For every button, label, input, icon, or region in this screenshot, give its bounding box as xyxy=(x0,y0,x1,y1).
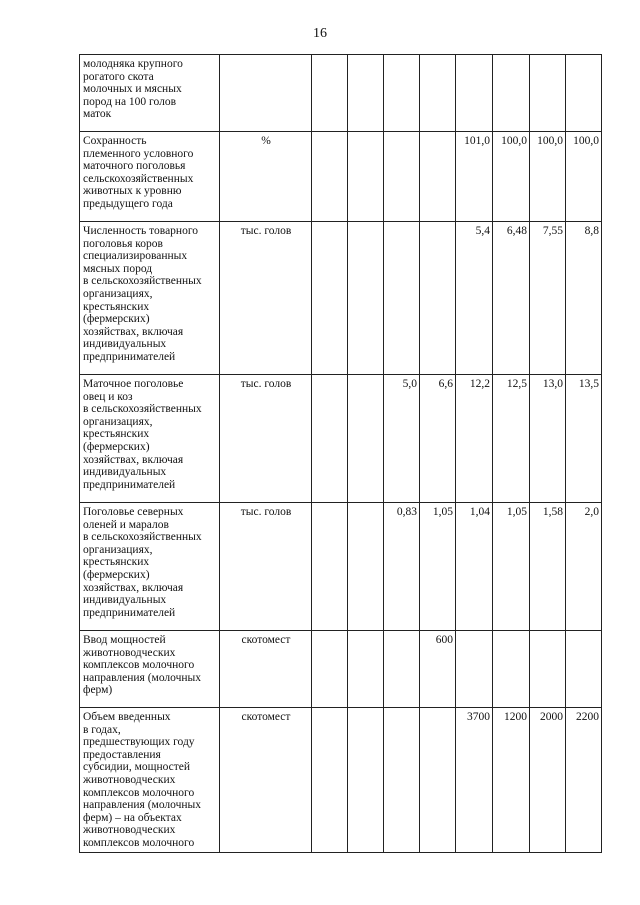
value-cell: 100,0 xyxy=(530,132,566,222)
value-cell xyxy=(312,503,348,631)
value-cell xyxy=(566,631,602,708)
unit-cell: тыс. голов xyxy=(220,375,312,503)
value-cell xyxy=(348,132,384,222)
indicator-name: Сохранность племенного условного маточного поголовья сельскохозяйственных животных к уровню предыдущего года xyxy=(80,132,220,222)
table-row xyxy=(80,708,602,853)
value-cell: 600 xyxy=(420,631,456,708)
value-cell: 2000 xyxy=(530,708,566,853)
value-cell: 12,5 xyxy=(493,375,530,503)
value-cell: 1200 xyxy=(493,708,530,853)
value-cell: 13,0 xyxy=(530,375,566,503)
value-cell: 6,48 xyxy=(493,222,530,375)
value-cell xyxy=(384,708,420,853)
value-cell xyxy=(530,55,566,132)
unit-cell: тыс. голов xyxy=(220,222,312,375)
value-cell: 1,58 xyxy=(530,503,566,631)
value-cell: 6,6 xyxy=(420,375,456,503)
value-cell: 1,05 xyxy=(493,503,530,631)
value-cell xyxy=(493,55,530,132)
value-cell xyxy=(348,631,384,708)
value-cell xyxy=(566,55,602,132)
value-cell: 0,83 xyxy=(384,503,420,631)
unit-cell: тыс. голов xyxy=(220,503,312,631)
value-cell: 3700 xyxy=(456,708,493,853)
value-cell: 5,0 xyxy=(384,375,420,503)
value-cell xyxy=(312,631,348,708)
value-cell xyxy=(420,132,456,222)
value-cell: 101,0 xyxy=(456,132,493,222)
indicator-name: Объем введенных в годах, предшествующих году предоставления субсидии, мощностей животноводческих комплексов молочного направления (молочных ферм) – на объектах животноводческих комплексов молочного xyxy=(80,708,220,853)
value-cell: 2200 xyxy=(566,708,602,853)
table-row xyxy=(80,631,602,708)
value-cell: 1,05 xyxy=(420,503,456,631)
value-cell xyxy=(530,631,566,708)
indicator-name: молодняка крупного рогатого скота молочных и мясных пород на 100 голов маток xyxy=(80,55,220,132)
value-cell: 13,5 xyxy=(566,375,602,503)
value-cell: 100,0 xyxy=(493,132,530,222)
value-cell xyxy=(312,708,348,853)
value-cell xyxy=(348,375,384,503)
value-cell xyxy=(312,222,348,375)
value-cell xyxy=(420,55,456,132)
value-cell xyxy=(493,631,530,708)
indicator-name: Поголовье северных оленей и маралов в сельскохозяйственных организациях, крестьянских (фермерских) хозяйствах, включая индивидуальных предпринимателей xyxy=(80,503,220,631)
value-cell xyxy=(348,222,384,375)
value-cell xyxy=(420,708,456,853)
value-cell xyxy=(384,55,420,132)
table-row xyxy=(80,222,602,375)
table-row xyxy=(80,55,602,132)
value-cell xyxy=(456,631,493,708)
value-cell xyxy=(348,503,384,631)
value-cell xyxy=(456,55,493,132)
value-cell: 2,0 xyxy=(566,503,602,631)
value-cell xyxy=(348,55,384,132)
indicator-name: Численность товарного поголовья коров специализированных мясных пород в сельскохозяйственных организациях, крестьянских (фермерских) хозяйствах, включая индивидуальных предпринимателей xyxy=(80,222,220,375)
value-cell: 100,0 xyxy=(566,132,602,222)
value-cell xyxy=(420,222,456,375)
page-number: 16 xyxy=(313,26,327,41)
value-cell xyxy=(312,132,348,222)
table-row xyxy=(80,132,602,222)
indicator-name: Ввод мощностей животноводческих комплексов молочного направления (молочных ферм) xyxy=(80,631,220,708)
unit-cell: скотомест xyxy=(220,631,312,708)
table-row xyxy=(80,503,602,631)
value-cell: 1,04 xyxy=(456,503,493,631)
table-body xyxy=(80,55,602,853)
value-cell xyxy=(384,222,420,375)
indicator-name: Маточное поголовье овец и коз в сельскохозяйственных организациях, крестьянских (фермерских) хозяйствах, включая индивидуальных предпринимателей xyxy=(80,375,220,503)
value-cell xyxy=(348,708,384,853)
value-cell xyxy=(312,55,348,132)
value-cell xyxy=(384,132,420,222)
value-cell xyxy=(384,631,420,708)
unit-cell xyxy=(220,55,312,132)
value-cell: 5,4 xyxy=(456,222,493,375)
indicators-table xyxy=(79,54,602,853)
unit-cell: % xyxy=(220,132,312,222)
value-cell: 7,55 xyxy=(530,222,566,375)
unit-cell: скотомест xyxy=(220,708,312,853)
value-cell xyxy=(312,375,348,503)
value-cell: 8,8 xyxy=(566,222,602,375)
table-row xyxy=(80,375,602,503)
value-cell: 12,2 xyxy=(456,375,493,503)
